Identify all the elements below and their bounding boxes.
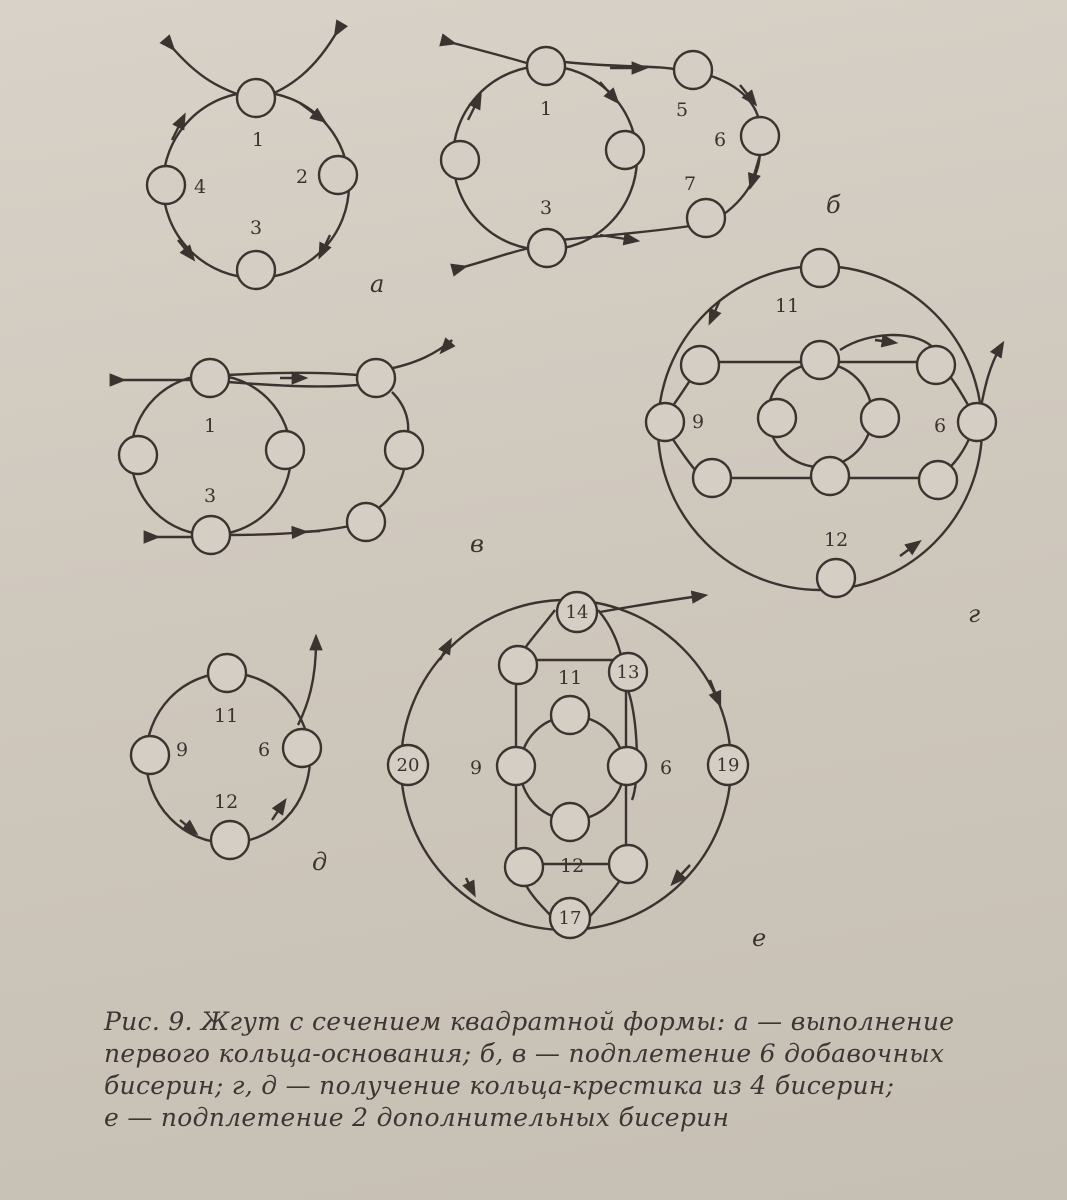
bead-label: 20	[396, 755, 420, 776]
bead-label: 6	[258, 739, 271, 761]
bead-label: 9	[470, 757, 483, 779]
diagram-a	[147, 30, 384, 298]
bead-label: 12	[560, 855, 585, 877]
bead-a-3	[237, 251, 275, 289]
bead-label: 19	[716, 755, 740, 776]
diagram-v	[118, 340, 484, 558]
diagram-label-b: б	[826, 191, 841, 219]
bead-label: 12	[824, 529, 849, 551]
bead-g-br	[919, 461, 957, 499]
bead-label: 11	[558, 667, 583, 689]
bead-g-bl	[693, 459, 731, 497]
bead-g-6	[958, 403, 996, 441]
bead-e-inner-top	[551, 696, 589, 734]
bead-g-11	[801, 249, 839, 287]
bead-label: 1	[540, 98, 553, 120]
bead-label: 1	[252, 129, 265, 151]
caption-line: е — подплетение 2 дополнительных бисерин	[104, 1103, 730, 1132]
bead-g-inner-right	[861, 399, 899, 437]
bead-g-9	[646, 403, 684, 441]
bead-label: 14	[565, 602, 589, 623]
bead-v-1	[191, 359, 229, 397]
bead-label: 4	[194, 176, 207, 198]
bead-label: 3	[540, 197, 553, 219]
bead-label: 11	[775, 295, 800, 317]
bead-label: 1	[204, 415, 217, 437]
diagram-label-a: а	[370, 270, 385, 298]
bead-e-bl	[505, 848, 543, 886]
bead-d-12	[211, 821, 249, 859]
bead-v-right	[266, 431, 304, 469]
diagram-label-v: в	[470, 530, 484, 558]
bead-label: 6	[714, 129, 727, 151]
bead-label: 9	[176, 739, 189, 761]
bead-e-6	[608, 747, 646, 785]
bead-b-7	[687, 199, 725, 237]
bead-a-2	[319, 156, 357, 194]
bead-v-3	[192, 516, 230, 554]
bead-label: 13	[616, 662, 640, 683]
bead-label: 6	[934, 415, 947, 437]
bead-b-right	[606, 131, 644, 169]
bead-label: 9	[692, 411, 705, 433]
bead-e-inner-bottom	[551, 803, 589, 841]
bead-b-left	[441, 141, 479, 179]
diagram-g	[646, 249, 1000, 628]
figure-caption	[104, 1006, 1044, 1134]
bead-b-5	[674, 51, 712, 89]
bead-v-left	[119, 436, 157, 474]
caption-line: Рис. 9. Жгут с сечением квадратной формы: а — выполнение	[104, 1007, 955, 1036]
bead-v-5	[357, 359, 395, 397]
bead-label: 11	[214, 705, 239, 727]
bead-a-1	[237, 79, 275, 117]
bead-g-tl	[681, 346, 719, 384]
bead-a-4	[147, 166, 185, 204]
bead-e-tl	[499, 646, 537, 684]
bead-g-inner-left	[758, 399, 796, 437]
bead-v-6	[385, 431, 423, 469]
bead-label: 6	[660, 757, 673, 779]
diagram-b	[441, 42, 841, 268]
diagram-label-e: е	[752, 924, 767, 952]
bead-label: 12	[214, 791, 239, 813]
diagram-label-d: д	[312, 848, 328, 876]
bead-b-3	[528, 229, 566, 267]
bead-label: 2	[296, 166, 309, 188]
diagram-d	[131, 642, 327, 876]
bead-d-9	[131, 736, 169, 774]
caption-line: первого кольца-основания; б, в — подплетение 6 добавочных	[104, 1039, 945, 1068]
bead-d-6	[283, 729, 321, 767]
bead-d-11	[208, 654, 246, 692]
bead-b-1	[527, 47, 565, 85]
bead-b-6	[741, 117, 779, 155]
bead-v-7	[347, 503, 385, 541]
bead-g-inner-top	[801, 341, 839, 379]
bead-label: 7	[684, 173, 697, 195]
bead-label: 5	[676, 99, 689, 121]
diagram-e	[388, 592, 766, 952]
bead-g-inner-bottom	[811, 457, 849, 495]
diagram-label-g: г	[968, 600, 981, 628]
bead-label: 17	[558, 908, 582, 929]
bead-g-tr	[917, 346, 955, 384]
bead-label: 3	[204, 485, 217, 507]
bead-label: 3	[250, 217, 263, 239]
bead-g-12	[817, 559, 855, 597]
caption-line: бисерин; г, д — получение кольца-крестика из 4 бисерин;	[104, 1071, 895, 1100]
bead-e-br	[609, 845, 647, 883]
bead-e-9	[497, 747, 535, 785]
